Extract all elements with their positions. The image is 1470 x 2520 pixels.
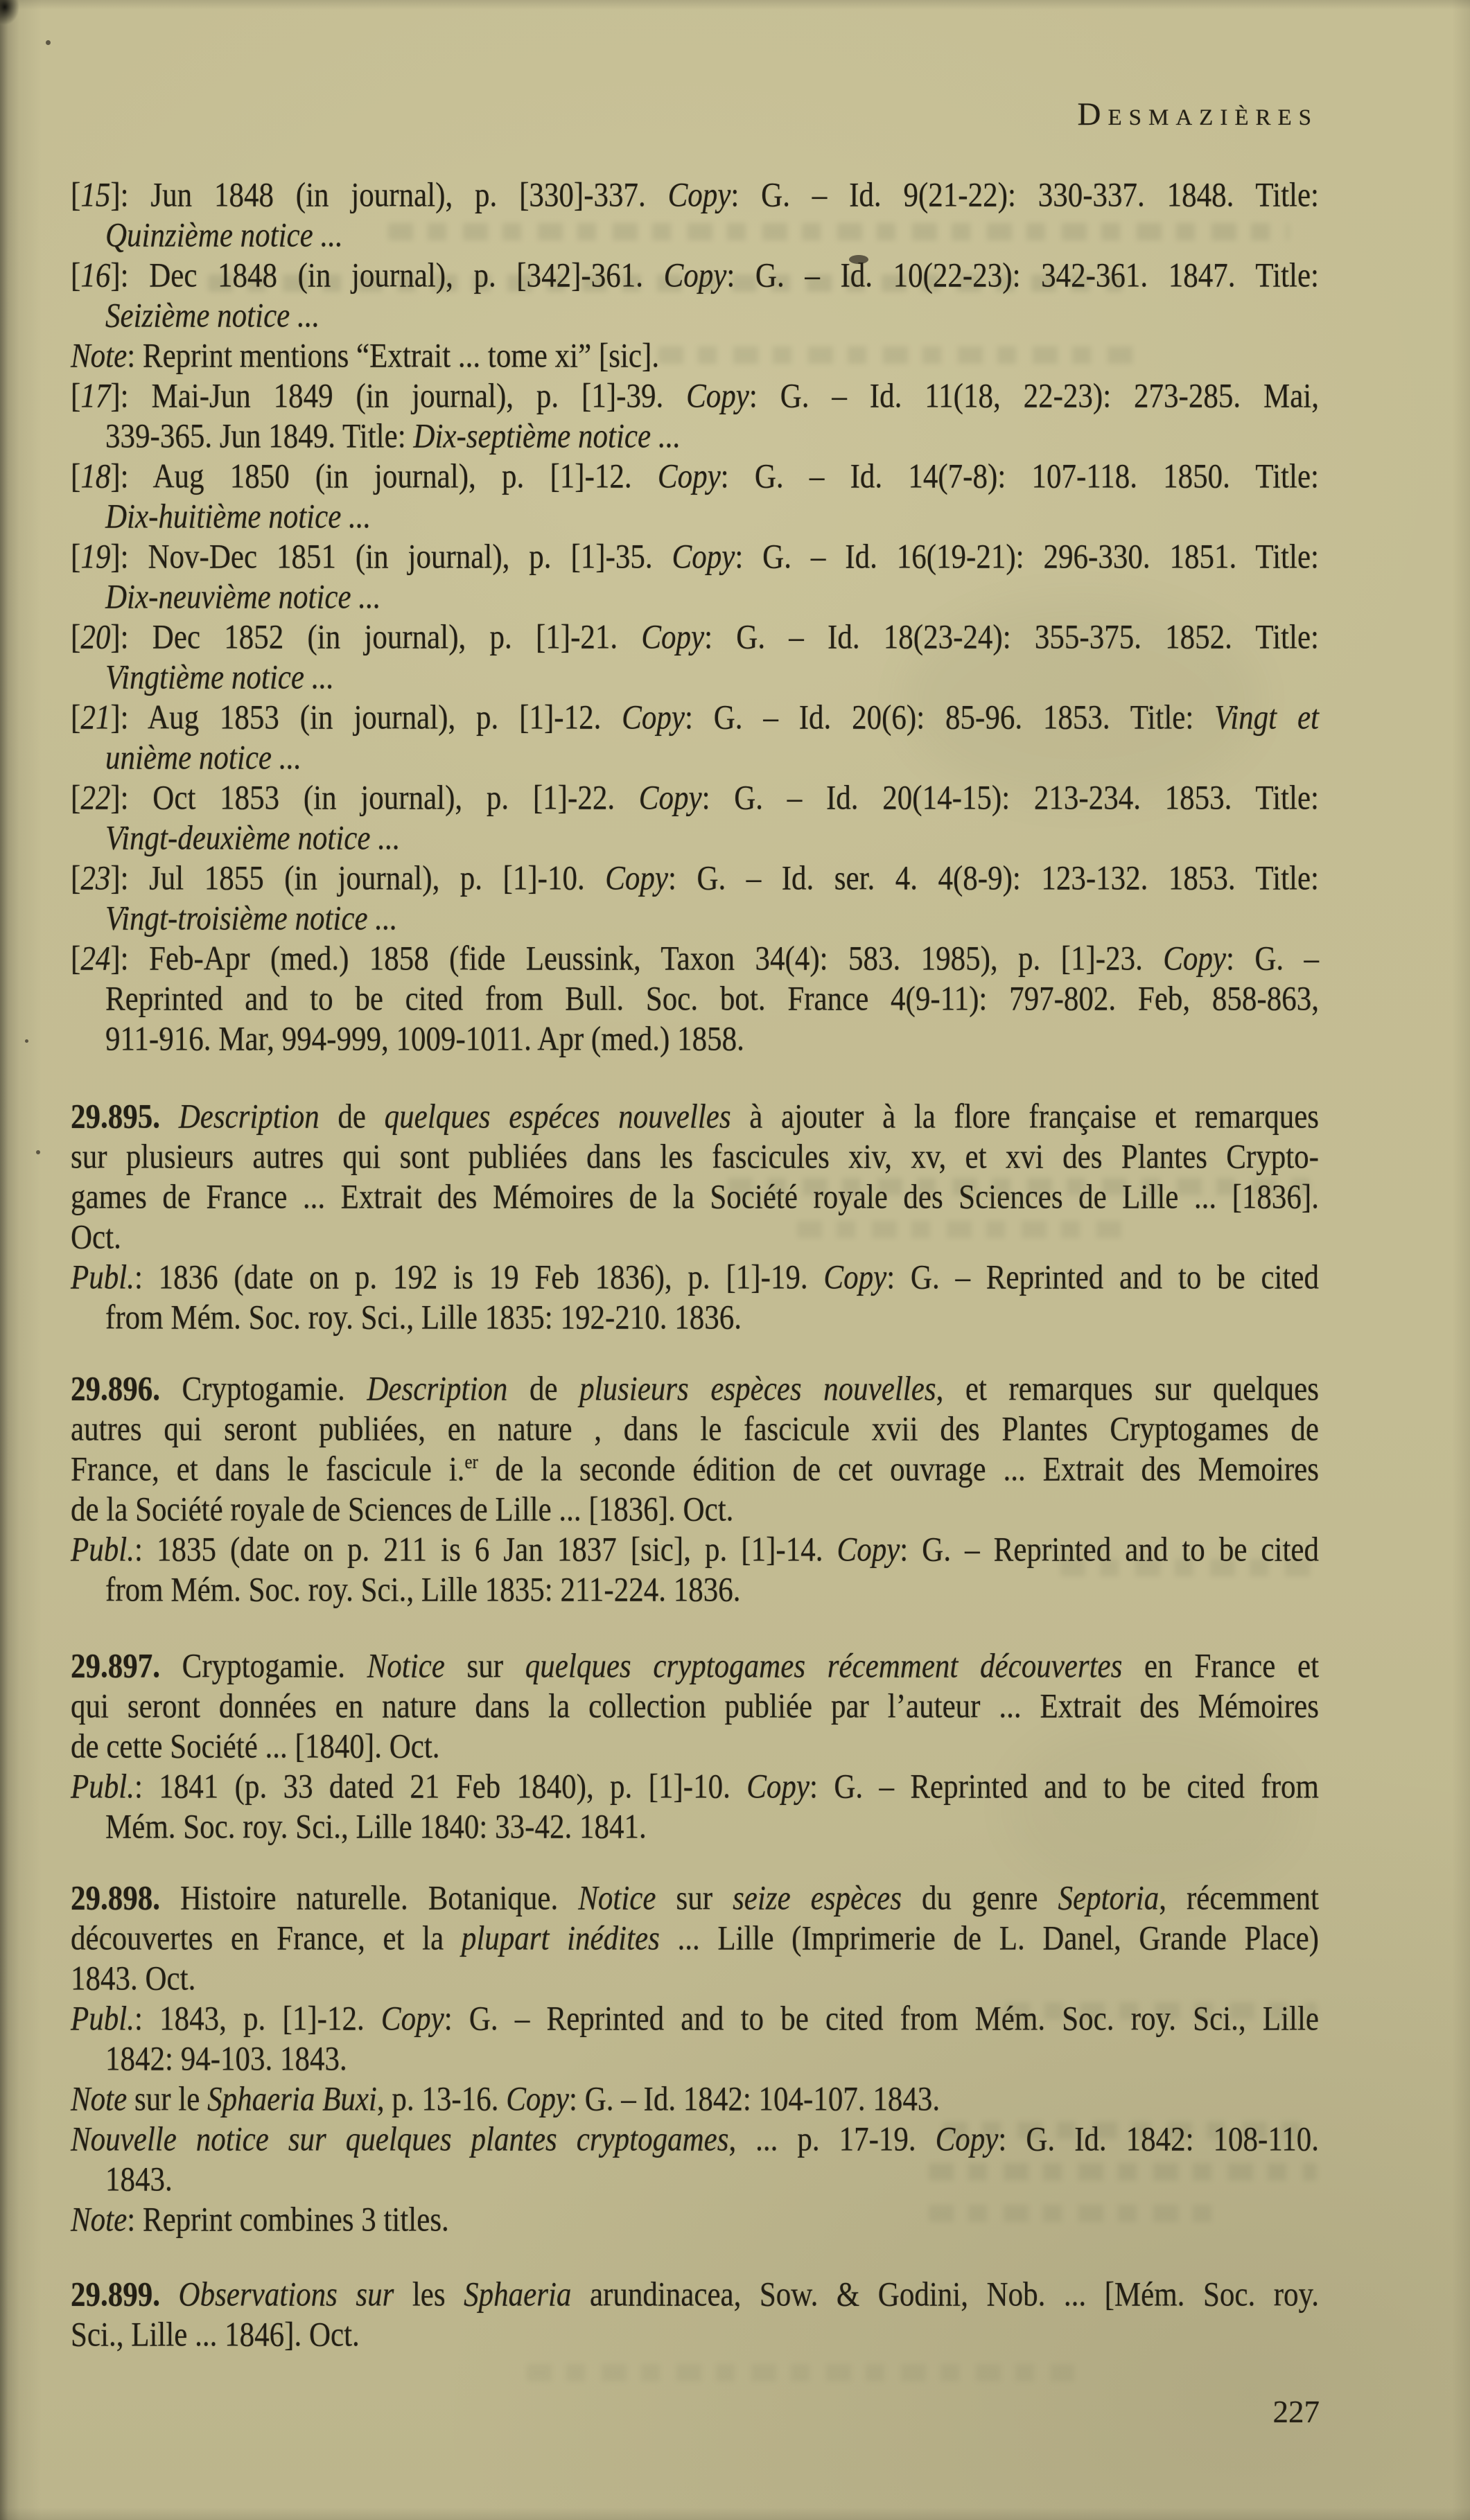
text-run: Notice xyxy=(578,1879,656,1918)
text-run: Seizième notice ... xyxy=(105,297,320,335)
text-run: 22 xyxy=(80,779,111,818)
text-run: Dix-huitième notice ... xyxy=(105,497,371,536)
bibliography-text xyxy=(71,176,1319,2356)
text-run: sur le xyxy=(127,2080,208,2119)
text-run: ]: Aug 1853 (in journal), p. [1]-12. xyxy=(110,698,622,737)
text-run: arundinacea, Sow. & Godini, Nob. ... [Mém. Soc. roy. xyxy=(571,2275,1319,2314)
text-run: : G. – Id. 20(6): 85-96. 1853. Title: xyxy=(684,698,1215,737)
scan-shadow-top xyxy=(0,0,1470,10)
scan-shadow-bottom xyxy=(0,2508,1470,2520)
text-run: 15 xyxy=(80,176,111,215)
text-run: Copy xyxy=(823,1258,887,1297)
text-run: 24 xyxy=(80,940,111,978)
text-run: , récemment xyxy=(1159,1879,1319,1918)
text-run: Publ. xyxy=(71,1258,134,1297)
text-run: ... Lille (Imprimerie de L. Danel, Grande Place) xyxy=(659,1919,1319,1958)
text-run: : Reprint combines 3 titles. xyxy=(127,2201,449,2239)
text-run: Copy xyxy=(837,1531,900,1569)
text-run: Copy xyxy=(667,176,731,215)
text-run: : G. – Reprinted and to be cited from xyxy=(810,1768,1319,1806)
text-run: Copy xyxy=(663,256,727,295)
text-run xyxy=(160,2276,179,2314)
text-run: de xyxy=(319,1098,385,1136)
text-run: 23 xyxy=(80,859,111,898)
text-run: 29.896. xyxy=(71,1370,160,1409)
text-run: [ xyxy=(71,377,81,416)
text-run: Publ. xyxy=(71,1768,134,1806)
text-run: Description xyxy=(367,1370,508,1409)
text-run: : G. – Id. 10(22-23): 342-361. 1847. Title: xyxy=(726,256,1319,295)
text-run: : G. – Id. ser. 4. 4(8-9): 123-132. 1853. Title: xyxy=(668,859,1319,898)
scan-corner-artifact xyxy=(0,0,19,25)
text-run: : G. – Id. 20(14-15): 213-234. 1853. Title: xyxy=(701,779,1319,818)
text-run: sur xyxy=(444,1647,525,1686)
text-run: 29.895. xyxy=(71,1098,160,1136)
text-run: seize espèces xyxy=(733,1879,902,1918)
text-run: 911-916. Mar, 994-999, 1009-1011. Apr (med.) 1858. xyxy=(105,1020,744,1059)
text-run: Sphaeria Buxi xyxy=(207,2080,377,2119)
text-run: Copy xyxy=(657,457,721,496)
text-run: Notice xyxy=(367,1647,445,1686)
text-run: France, et dans le fascicule i. xyxy=(71,1450,465,1489)
text-run: de cette Société ... [1840]. Oct. xyxy=(71,1727,440,1766)
text-run: Reprinted and to be cited from Bull. Soc. bot. France 4(9-11): 797-802. Feb, 858-863, xyxy=(105,980,1319,1019)
text-run: 18 xyxy=(80,457,111,496)
showthrough-ghost-text xyxy=(527,2364,1074,2381)
page-number: 227 xyxy=(1272,2395,1320,2429)
text-run: [ xyxy=(71,176,81,215)
text-run: er xyxy=(464,1451,478,1473)
text-line xyxy=(71,2197,1319,2244)
text-run: Dix-neuvième notice ... xyxy=(105,578,381,617)
text-run: autres qui seront publiées, en nature , dans le fascicule xvii des Plantes Cryptogames de xyxy=(71,1410,1319,1449)
text-run: Publ. xyxy=(71,1531,134,1569)
text-run: Cryptogamie. xyxy=(160,1647,367,1686)
text-run: Note xyxy=(71,337,128,376)
text-run: ]: Nov-Dec 1851 (in journal), p. [1]-35. xyxy=(110,538,672,576)
ink-speck xyxy=(25,1039,28,1043)
text-run: Copy xyxy=(686,377,749,416)
text-run: ]: Mai-Jun 1849 (in journal), p. [1]-39. xyxy=(110,377,687,416)
text-line xyxy=(71,1804,1319,1851)
text-run: ]: Aug 1850 (in journal), p. [1]-12. xyxy=(110,457,658,496)
text-run: : G. – Id. 11(18, 22-23): 273-285. Mai, xyxy=(749,377,1319,416)
text-run: Copy xyxy=(1163,940,1227,978)
text-run: 29.897. xyxy=(71,1647,160,1686)
text-run: Vingt-deuxième notice ... xyxy=(105,819,401,858)
text-run: 29.898. xyxy=(71,1879,160,1918)
text-line xyxy=(71,1016,1319,1063)
text-run: Vingt et xyxy=(1214,698,1319,737)
scan-shadow-right xyxy=(1452,0,1470,2520)
text-run: Sci., Lille ... 1846]. Oct. xyxy=(71,2316,360,2354)
text-run: : G. Id. 1842: 108-110. xyxy=(998,2120,1319,2159)
text-run: : G. – Id. 18(23-24): 355-375. 1852. Title: xyxy=(704,618,1319,657)
text-run: Copy xyxy=(622,698,685,737)
text-run: de la seconde édition de cet ouvrage ... Extrait des Memoires xyxy=(478,1450,1319,1489)
text-run: : G. – Reprinted and to be cited xyxy=(900,1531,1320,1569)
text-run: [ xyxy=(71,940,81,978)
text-run: 21 xyxy=(80,698,111,737)
text-run: Cryptogamie. xyxy=(160,1370,367,1409)
text-run: ]: Feb-Apr (med.) 1858 (fide Leussink, Taxon 34(4): 583. 1985), p. [1]-23. xyxy=(110,940,1164,978)
text-run: , ... p. 17-19. xyxy=(728,2120,936,2159)
text-run xyxy=(160,1098,179,1136)
text-line xyxy=(71,1295,1319,1341)
text-run: Description xyxy=(178,1098,320,1136)
text-run: Vingt-troisième notice ... xyxy=(105,899,398,938)
text-run: ]: Oct 1853 (in journal), p. [1]-22. xyxy=(110,779,639,818)
text-run: Observations sur xyxy=(178,2275,394,2314)
ink-speck xyxy=(46,40,51,45)
text-run: : 1841 (p. 33 dated 21 Feb 1840), p. [1]-10. xyxy=(134,1768,747,1806)
text-run: Mém. Soc. roy. Sci., Lille 1840: 33-42. 1841. xyxy=(105,1808,647,1847)
text-run: de la Société royale de Sciences de Lille ... [1836]. Oct. xyxy=(71,1490,734,1529)
text-run: du genre xyxy=(901,1879,1058,1918)
text-run: : Reprint mentions “Extrait ... tome xi” [sic]. xyxy=(127,337,660,376)
text-run: [ xyxy=(71,779,81,818)
text-run: ]: Dec 1852 (in journal), p. [1]-21. xyxy=(110,618,642,657)
text-run: Publ. xyxy=(71,2000,134,2038)
ink-speck xyxy=(36,1150,40,1154)
text-run: quelques espéces nouvelles xyxy=(384,1098,731,1136)
text-run: Quinzième notice ... xyxy=(105,216,343,255)
text-run: : G. – xyxy=(1226,940,1319,978)
text-run: [ xyxy=(71,256,81,295)
text-run: Copy xyxy=(506,2080,569,2119)
text-run: : G. – Id. 14(7-8): 107-118. 1850. Title: xyxy=(720,457,1319,496)
text-run: 1843. xyxy=(105,2160,173,2199)
text-run: ]: Jul 1855 (in journal), p. [1]-10. xyxy=(110,859,606,898)
text-run: les xyxy=(394,2275,464,2314)
text-run: ]: Jun 1848 (in journal), p. [330]-337. xyxy=(110,176,668,215)
text-run: Septoria xyxy=(1058,1879,1160,1918)
text-run: Copy xyxy=(746,1768,810,1806)
text-run: : G. – Reprinted and to be cited xyxy=(886,1258,1320,1297)
text-line xyxy=(71,2312,1319,2359)
text-run: , p. 13-16. xyxy=(376,2080,507,2119)
text-run: Copy xyxy=(605,859,669,898)
text-run: sur plusieurs autres qui sont publiées dans les fascicules xiv, xv, et xvi des Plantes Crypto- xyxy=(71,1138,1319,1177)
text-run: Histoire naturelle. Botanique. xyxy=(160,1879,579,1918)
text-run: from Mém. Soc. roy. Sci., Lille 1835: 192-210. 1836. xyxy=(105,1298,742,1337)
text-run: [ xyxy=(71,457,81,496)
text-run: : G. – Id. 9(21-22): 330-337. 1848. Title: xyxy=(730,176,1319,215)
text-run: from Mém. Soc. roy. Sci., Lille 1835: 211-224. 1836. xyxy=(105,1571,741,1610)
text-run: sur xyxy=(656,1879,733,1918)
text-run: plupart inédites xyxy=(461,1919,660,1958)
text-run: quelques cryptogames récemment découvertes xyxy=(525,1647,1123,1686)
text-run: 1842: 94-103. 1843. xyxy=(105,2040,347,2079)
text-run: games de France ... Extrait des Mémoires de la Société royale des Sciences de Lille ... [1836]. xyxy=(71,1178,1319,1217)
text-run: de xyxy=(507,1370,580,1409)
text-run: [ xyxy=(71,538,81,576)
text-run: 20 xyxy=(80,618,111,657)
text-run: Copy xyxy=(638,779,702,818)
text-run: : 1843, p. [1]-12. xyxy=(134,2000,381,2038)
text-run: découvertes en France, et la xyxy=(71,1919,462,1958)
text-run: : 1835 (date on p. 211 is 6 Jan 1837 [sic], p. [1]-14. xyxy=(134,1531,837,1569)
text-run: Nouvelle notice sur quelques plantes cryptogames xyxy=(71,2120,729,2159)
text-run: : 1836 (date on p. 192 is 19 Feb 1836), p. [1]-19. xyxy=(134,1258,824,1297)
text-run: 29.899. xyxy=(71,2275,160,2314)
text-run: : G. – Id. 1842: 104-107. 1843. xyxy=(569,2080,940,2119)
text-run: Vingtième notice ... xyxy=(105,658,334,697)
text-run: [ xyxy=(71,859,81,898)
text-run: [ xyxy=(71,618,81,657)
text-run: 1843. Oct. xyxy=(71,1959,196,1998)
text-run: Copy xyxy=(935,2120,999,2159)
text-run: Oct. xyxy=(71,1218,121,1257)
text-run: : G. – Reprinted and to be cited from Mém. Soc. roy. Sci., Lille xyxy=(444,2000,1320,2038)
text-run: 339-365. Jun 1849. Title: xyxy=(105,417,414,456)
text-run: à ajouter à la flore française et remarques xyxy=(730,1098,1320,1136)
text-run: , et remarques sur quelques xyxy=(936,1370,1320,1409)
text-run: ]: Dec 1848 (in journal), p. [342]-361. xyxy=(110,256,664,295)
text-run: : G. – Id. 16(19-21): 296-330. 1851. Title: xyxy=(735,538,1319,576)
text-run: 16 xyxy=(80,256,111,295)
text-run: Copy xyxy=(380,2000,444,2038)
text-run: 19 xyxy=(80,538,111,576)
text-run: Dix-septième notice ... xyxy=(413,417,681,456)
text-line xyxy=(71,1567,1319,1614)
text-run: [ xyxy=(71,698,81,737)
text-run: en France et xyxy=(1122,1647,1320,1686)
text-run: unième notice ... xyxy=(105,739,301,777)
binding-shadow-left xyxy=(0,0,42,2520)
text-run: 17 xyxy=(80,377,111,416)
text-run: Copy xyxy=(672,538,735,576)
text-run: Sphaeria xyxy=(464,2275,572,2314)
text-run: plusieurs espèces nouvelles xyxy=(579,1370,936,1409)
text-run: Copy xyxy=(641,618,705,657)
text-run: Note xyxy=(71,2080,128,2119)
running-header: Desmazières xyxy=(1077,96,1318,132)
text-run: qui seront données en nature dans la collection publiée par l’auteur ... Extrait des Mémoires xyxy=(71,1687,1319,1726)
text-run: Note xyxy=(71,2201,128,2239)
